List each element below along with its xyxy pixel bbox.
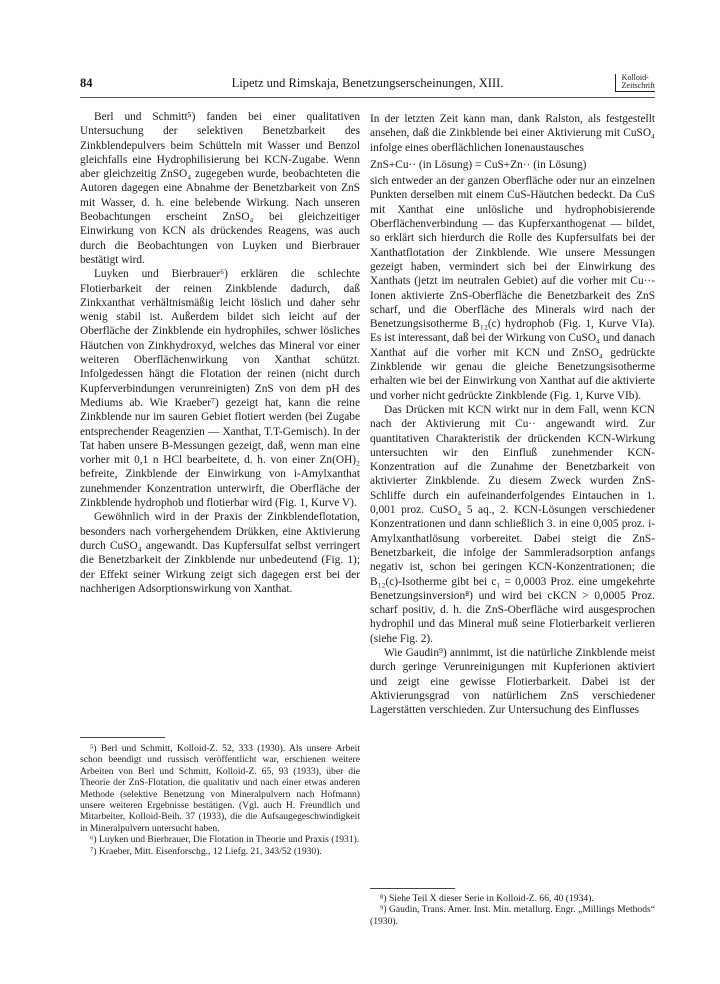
left-footnotes — [80, 743, 360, 857]
paragraph: Berl und Schmitt⁵) fanden bei einer qualitativen Untersuchung der selektiven Benetzbarkeit des Zinkblendepulvers beim Schütteln mit Wasser und Benzol gleichfalls eine Hydrophilisierung bei KCN-Zugabe. Wenn aber gleichzeitig ZnSO₄ zugegeben wurde, beobachteten die Autoren dagegen eine Abnahme der Benetzbarkeit von ZnS mit Wasser, d. h. eine belebende Wirkung. Nach unseren Beobachtungen erscheint ZnSO₄ bei gleichzeitiger Einwirkung von KCN als drückendes Reagens, was auch durch die Beobachtungen von Luyken und Bierbrauer bestätigt wird. — [80, 111, 360, 266]
footnote: ⁶) Luyken und Bierbrauer, Die Flotation in Theorie und Praxis (1931). — [90, 834, 360, 846]
paragraph: Wie Gaudin⁹) annimmt, ist die natürliche Zinkblende meist durch geringe Verunreinigungen mit Kupferionen aktiviert und zeigt eine gewisse Flotierbarkeit. Dabei ist der Aktivierungsgrad von natürlichem ZnS verschiedener Lagerstätten verschieden. Zur Untersuchung des Einflusses — [370, 646, 655, 717]
paragraph: In der letzten Zeit kann man, dank Ralston, als festgestellt ansehen, daß die Zinkblende bei einer Aktivierung mit CuSO₄ infolge eines oberflächlichen Ionenaustausches — [370, 113, 655, 154]
page-number: 84 — [80, 76, 93, 90]
page-header — [80, 73, 655, 98]
running-title: Lipetz und Rimskaja, Benetzungserscheinungen, XIII. — [231, 76, 504, 90]
equation: ZnS+Cu·· (in Lösung) = CuS+Zn·· (in Lösung) — [370, 158, 587, 171]
footnote: ⁷) Kraeber, Mitt. Eisenforschg., 12 Liefg. 21, 343/52 (1930). — [90, 845, 322, 857]
journal-name-line1: Kolloid- — [621, 73, 649, 82]
paragraph: Luyken und Bierbrauer⁶) erklären die schlechte Flotierbarkeit der reinen Zinkblende dadurch, daß Zinkxanthat verhältnismäßig leicht löslich und daher sehr wenig stabil ist. Außerdem bildet sich leicht auf der Oberfläche der Zinkblende ein hydrophiles, schwer lösliches Häutchen von Zinkhydroxyd, welches das Mineral vor einer weiteren Oberflächenwirkung von Xanthat schützt. Infolgedessen hängt die Flotation der reinen (nicht durch Kupferverbindungen verunreinigten) ZnS von dem pH des Mediums ab. Wie Kraeber⁷) gezeigt hat, kann die reine Zinkblende nur im sauren Gebiet flotiert werden (bei Zugabe entsprechender Reagenzien — Xanthat, T.T-Gemisch). In der Tat haben unsere B-Messungen gezeigt, daß, wenn man eine vorher mit 0,1 n HCl bearbeitete, d. h. von einer Zn(OH)₂ befreite, Zinkblende der Einwirkung von i-Amylxanthat zunehmender Konzentration unterwirft, die Oberfläche der Zinkblende hydrophob und flotierbar wird (Fig. 1, Kurve V). — [80, 268, 360, 510]
paragraph: sich entweder an der ganzen Oberfläche oder nur an einzelnen Punkten derselben mit einem CuS-Häutchen bedeckt. Da CuS mit Xanthat eine unlösliche und hydrophobisierende Oberflächenverbindung — das Kupferxanthogenat — bildet, so erklärt sich hierdurch die Rolle des Kupfersulfats bei der Xanthatflotation der Zinkblende. Wie unsere Messungen gezeigt haben, vermindert sich bei der Einwirkung des Xanthats (jetzt im neutralen Gebiet) auf die vorher mit Cu··-Ionen aktivierte ZnS-Oberfläche die Benetzbarkeit des ZnS scharf, und die Oberfläche des Minerals wird nach der Benetzungsisotherme B₁₂(c) hydrophob (Fig. 1, Kurve VIa). Es ist interessant, daß bei der Wirkung von CuSO₄ und danach Xanthat auf die vorher mit KCN und ZnSO₄ gedrückte Zinkblende wir genau die gleiche Benetzungsisotherme erhalten wie bei der Einwirkung von Xanthat auf die aktivierte und vorher nicht gedrückte Zinkblende (Fig. 1, Kurve VIb). — [370, 175, 655, 402]
paragraph: Das Drücken mit KCN wirkt nur in dem Fall, wenn KCN nach der Aktivierung mit Cu·· angewandt wird. Zur quantitativen Charakteristik der drückenden KCN-Wirkung untersuchten wir den Einfluß zunehmender KCN-Konzentration auf die Zunahme der Benetzbarkeit von aktivierter Zinkblende. Zu diesem Zweck wurden ZnS-Schliffe durch ein aufeinanderfolgendes Eintauchen in 1. 0,001 proz. CuSO₄ 5 aq., 2. KCN-Lösungen verschiedener Konzentrationen und dann schließlich 3. in eine 0,005 proz. i-Amylxanthatlösung vorbereitet. Dabei steigt die ZnS-Benetzbarkeit, die infolge der Sammleradsorption anfangs negativ ist, schon bei geringen KCN-Konzentrationen; die B₁₂(c)-Isotherme gibt bei c₁ = 0,0003 Proz. eine umgekehrte Benetzungsinversion⁸) und wird bei cKCN > 0,0005 Proz. scharf positiv, d. h. die ZnS-Oberfläche wird ausgesprochen hydrophil und das Mineral muß seine Flotierbarkeit verlieren (siehe Fig. 2). — [370, 403, 655, 645]
left-column — [80, 110, 360, 596]
footnote-rule — [370, 888, 455, 889]
footnote-rule — [80, 737, 165, 738]
header-rule — [80, 97, 655, 98]
paragraph: Gewöhnlich wird in der Praxis der Zinkblendeflotation, besonders nach vorhergehendem Drükken, eine Aktivierung durch CuSO₄ angewandt. Das Kupfersulfat selbst verringert die Benetzbarkeit der Zinkblende nur unbedeutend (Fig. 1); der Effekt seiner Wirkung zeigt sich dagegen erst bei der nachherigen Adsorptionswirkung von Xanthat. — [80, 511, 360, 595]
journal-name — [615, 74, 655, 92]
footnote: ⁹) Gaudin, Trans. Amer. Inst. Min. metallurg. Engr. „Millings Methods“ (1930). — [370, 904, 655, 927]
right-footnotes — [370, 893, 655, 927]
footnote: ⁸) Siehe Teil X dieser Serie in Kolloid-Z. 66, 40 (1934). — [380, 893, 594, 904]
right-column — [370, 112, 655, 717]
journal-name-line2: Zeitschrift — [621, 81, 655, 90]
footnote: ⁵) Berl und Schmitt, Kolloid-Z. 52, 333 (1930). Als unsere Arbeit schon beendigt und russisch veröffentlicht war, erschienen weitere Arbeiten von Berl und Schmitt, Kolloid-Z. 65, 93 (1933), über die Theorie der ZnS-Flotation, die qualitativ und nach einer etwas anderen Methode (selektive Benetzung von Mineralpulvern nach Hofmann) unsere weiteren Ergebnisse bestätigen. (Vgl. auch H. Freundlich und Mitarbeiter, Kolloid-Beih. 37 (1933), die die Aufsaugegeschwindigkeit in Mineralpulvern untersucht haben. — [80, 743, 360, 834]
